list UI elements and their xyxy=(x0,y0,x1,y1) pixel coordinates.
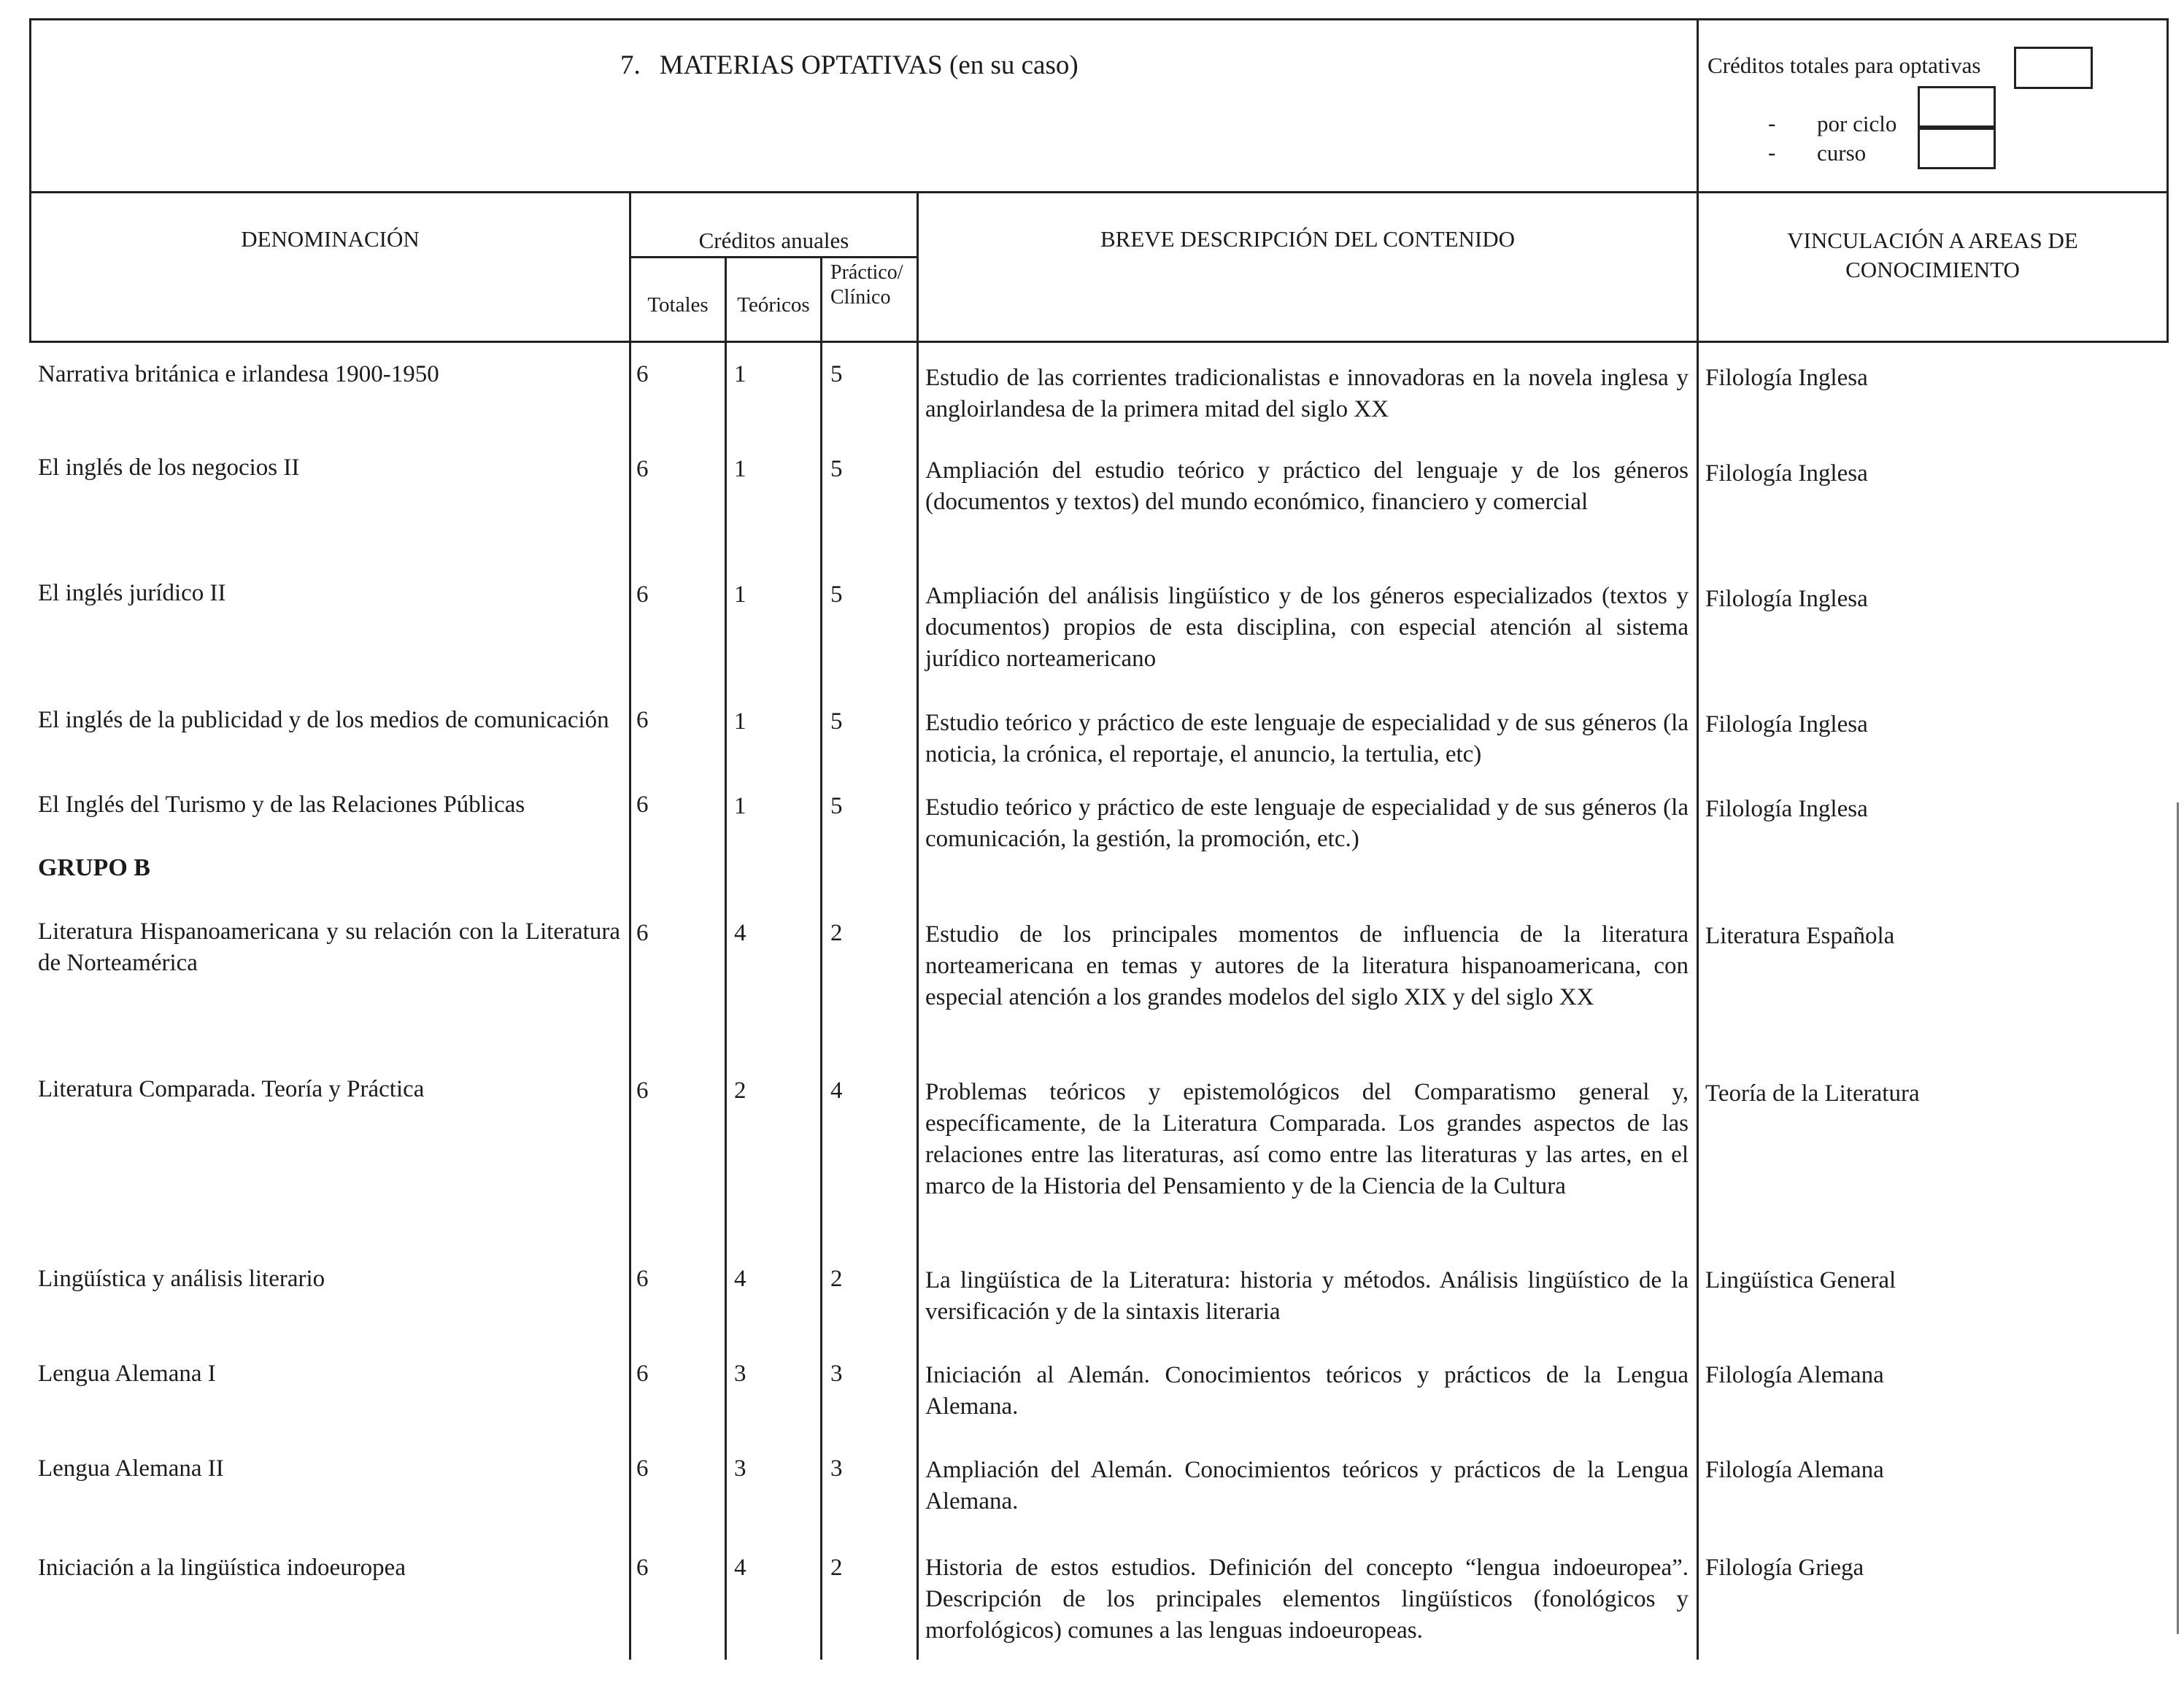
por-ciclo-box xyxy=(1918,86,1996,130)
row-1-practicos: 5 xyxy=(830,361,843,387)
row-6-area: Literatura Española xyxy=(1705,923,1895,949)
header-denominacion: DENOMINACIÓN xyxy=(241,226,420,252)
right-border xyxy=(2166,18,2169,343)
row-8-name: Lingüística y análisis literario xyxy=(38,1266,325,1292)
header-descripcion: BREVE DESCRIPCIÓN DEL CONTENIDO xyxy=(1100,226,1516,252)
credits-total-box xyxy=(2014,47,2093,89)
credits-total-label: Créditos totales para optativas xyxy=(1708,53,1981,78)
row-4-area: Filología Inglesa xyxy=(1705,711,1868,738)
row-2-name: El inglés de los negocios II xyxy=(38,454,300,481)
row-7-practicos: 4 xyxy=(830,1077,843,1104)
row-5-totales: 6 xyxy=(636,792,649,818)
row-8-teoricos: 4 xyxy=(734,1266,746,1292)
section-title-text: MATERIAS OPTATIVAS (en su caso) xyxy=(659,50,1079,80)
header-creditos-anuales: Créditos anuales xyxy=(698,228,849,253)
row-2-totales: 6 xyxy=(636,456,649,482)
row-10-area: Filología Alemana xyxy=(1705,1457,1884,1483)
right-border-lower xyxy=(2177,802,2179,1634)
row-4-description: Estudio teórico y práctico de este lenguaje de especialidad y de sus géneros (la noticia, la crónica, el reportaje, el anuncio, la tertulia, etc) xyxy=(925,710,1689,767)
col-divider-practico xyxy=(917,191,919,1660)
row-11-area: Filología Griega xyxy=(1705,1555,1864,1581)
row-6-practicos: 2 xyxy=(830,920,843,946)
row-6-teoricos: 4 xyxy=(734,920,746,946)
row-9-area: Filología Alemana xyxy=(1705,1362,1884,1388)
row-7-area: Teoría de la Literatura xyxy=(1705,1080,1920,1107)
row-1-area: Filología Inglesa xyxy=(1705,365,1868,391)
row-8-area: Lingüística General xyxy=(1705,1267,1896,1293)
row-7-totales: 6 xyxy=(636,1077,649,1104)
credits-subdivider xyxy=(629,256,918,258)
row-5-name: El Inglés del Turismo y de las Relaciones Públicas xyxy=(38,792,525,818)
col-divider-totales xyxy=(725,256,727,1660)
dash-por-ciclo: - xyxy=(1768,110,1776,136)
row-3-description: Ampliación del análisis lingüístico y de los géneros especializados (textos y documentos) propios de esta disciplina, con especial atención al sistema jurídico norteamericano xyxy=(925,583,1689,672)
header-totales: Totales xyxy=(647,293,709,317)
row-5-teoricos: 1 xyxy=(734,793,746,819)
row-6-description: Estudio de los principales momentos de influencia de la literatura norteamericana en temas y autores de la literatura hispanoamericana, con especial atención a los grandes modelos del siglo XIX y del siglo XX xyxy=(925,921,1689,1010)
header-vinculacion-1: VINCULACIÓN A AREAS DE xyxy=(1787,228,2078,253)
row-3-totales: 6 xyxy=(636,581,649,608)
header-clinico: Clínico xyxy=(830,286,891,309)
row-11-practicos: 2 xyxy=(830,1555,843,1581)
row-3-practicos: 5 xyxy=(830,581,843,608)
header-teoricos: Teóricos xyxy=(737,293,810,317)
row-10-totales: 6 xyxy=(636,1455,649,1482)
row-9-description: Iniciación al Alemán. Conocimientos teóricos y prácticos de la Lengua Alemana. xyxy=(925,1362,1689,1420)
row-5-practicos: 5 xyxy=(830,793,843,819)
header-vinculacion-2: CONOCIMIENTO xyxy=(1845,257,2020,282)
por-ciclo-label: por ciclo xyxy=(1817,111,1897,136)
curso-box xyxy=(1918,125,1996,169)
row-7-name: Literatura Comparada. Teoría y Práctica xyxy=(38,1076,425,1102)
row-6-totales: 6 xyxy=(636,920,649,946)
row-11-totales: 6 xyxy=(636,1555,649,1581)
row-5-description: Estudio teórico y práctico de este lenguaje de especialidad y de sus géneros (la comunicación, la gestión, la promoción, etc.) xyxy=(925,794,1689,852)
col-divider-name xyxy=(629,191,631,1660)
section-title xyxy=(620,50,1079,81)
row-8-practicos: 2 xyxy=(830,1266,843,1292)
group-b-heading: GRUPO B xyxy=(38,854,150,881)
row-2-teoricos: 1 xyxy=(734,456,746,482)
row-10-practicos: 3 xyxy=(830,1455,843,1482)
row-10-teoricos: 3 xyxy=(734,1455,746,1482)
dash-curso: - xyxy=(1768,139,1776,165)
row-3-name: El inglés jurídico II xyxy=(38,580,226,606)
row-11-teoricos: 4 xyxy=(734,1555,746,1581)
row-1-teoricos: 1 xyxy=(734,361,746,387)
row-1-name: Narrativa británica e irlandesa 1900-1950 xyxy=(38,361,439,387)
row-4-practicos: 5 xyxy=(830,708,843,735)
row-9-name: Lengua Alemana I xyxy=(38,1361,216,1387)
header-divider xyxy=(29,341,2169,343)
row-1-totales: 6 xyxy=(636,361,649,387)
row-5-area: Filología Inglesa xyxy=(1705,796,1868,822)
row-2-description: Ampliación del estudio teórico y práctico del lenguaje y de los géneros (documentos y textos) del mundo económico, financiero y comercial xyxy=(925,457,1689,515)
row-7-teoricos: 2 xyxy=(734,1077,746,1104)
row-10-name: Lengua Alemana II xyxy=(38,1455,224,1482)
row-2-practicos: 5 xyxy=(830,456,843,482)
row-9-practicos: 3 xyxy=(830,1361,843,1387)
row-1-description: Estudio de las corrientes tradicionalistas e innovadoras en la novela inglesa y angloirlandesa de la primera mitad del siglo XX xyxy=(925,365,1689,422)
row-3-area: Filología Inglesa xyxy=(1705,586,1868,612)
row-2-area: Filología Inglesa xyxy=(1705,460,1868,487)
row-10-description: Ampliación del Alemán. Conocimientos teóricos y prácticos de la Lengua Alemana. xyxy=(925,1457,1689,1514)
left-border xyxy=(29,18,31,343)
row-3-teoricos: 1 xyxy=(734,581,746,608)
row-11-name: Iniciación a la lingüística indoeuropea xyxy=(38,1555,406,1581)
title-divider xyxy=(29,191,2169,193)
row-8-totales: 6 xyxy=(636,1266,649,1292)
row-9-teoricos: 3 xyxy=(734,1361,746,1387)
row-4-name: El inglés de la publicidad y de los medios de comunicación xyxy=(38,707,609,733)
section-number: 7. xyxy=(620,50,641,80)
col-divider-teoricos xyxy=(820,256,822,1660)
row-9-totales: 6 xyxy=(636,1361,649,1387)
row-8-description: La lingüística de la Literatura: historia y métodos. Análisis lingüístico de la versificación y de la sintaxis literaria xyxy=(925,1267,1689,1325)
row-11-description: Historia de estos estudios. Definición del concepto “lengua indoeuropea”. Descripción de los principales elementos lingüísticos (fonológicos y morfológicos) comunes a las lenguas indoeuropeas. xyxy=(925,1555,1689,1644)
header-practico: Práctico/ xyxy=(830,261,903,284)
top-border xyxy=(29,18,2169,20)
row-4-teoricos: 1 xyxy=(734,708,746,735)
curso-label: curso xyxy=(1817,140,1867,166)
row-6-name: Literatura Hispanoamericana y su relación con la Literatura de Norteamérica xyxy=(38,918,620,976)
row-7-description: Problemas teóricos y epistemológicos del Comparatismo general y, específicamente, de la Literatura Comparada. Los grandes aspectos de las relaciones entre las literaturas, así como entre las literaturas y las artes, en el marco de la Historia del Pensamiento y de la Ciencia de la Cultura xyxy=(925,1079,1689,1199)
row-4-totales: 6 xyxy=(636,707,649,733)
